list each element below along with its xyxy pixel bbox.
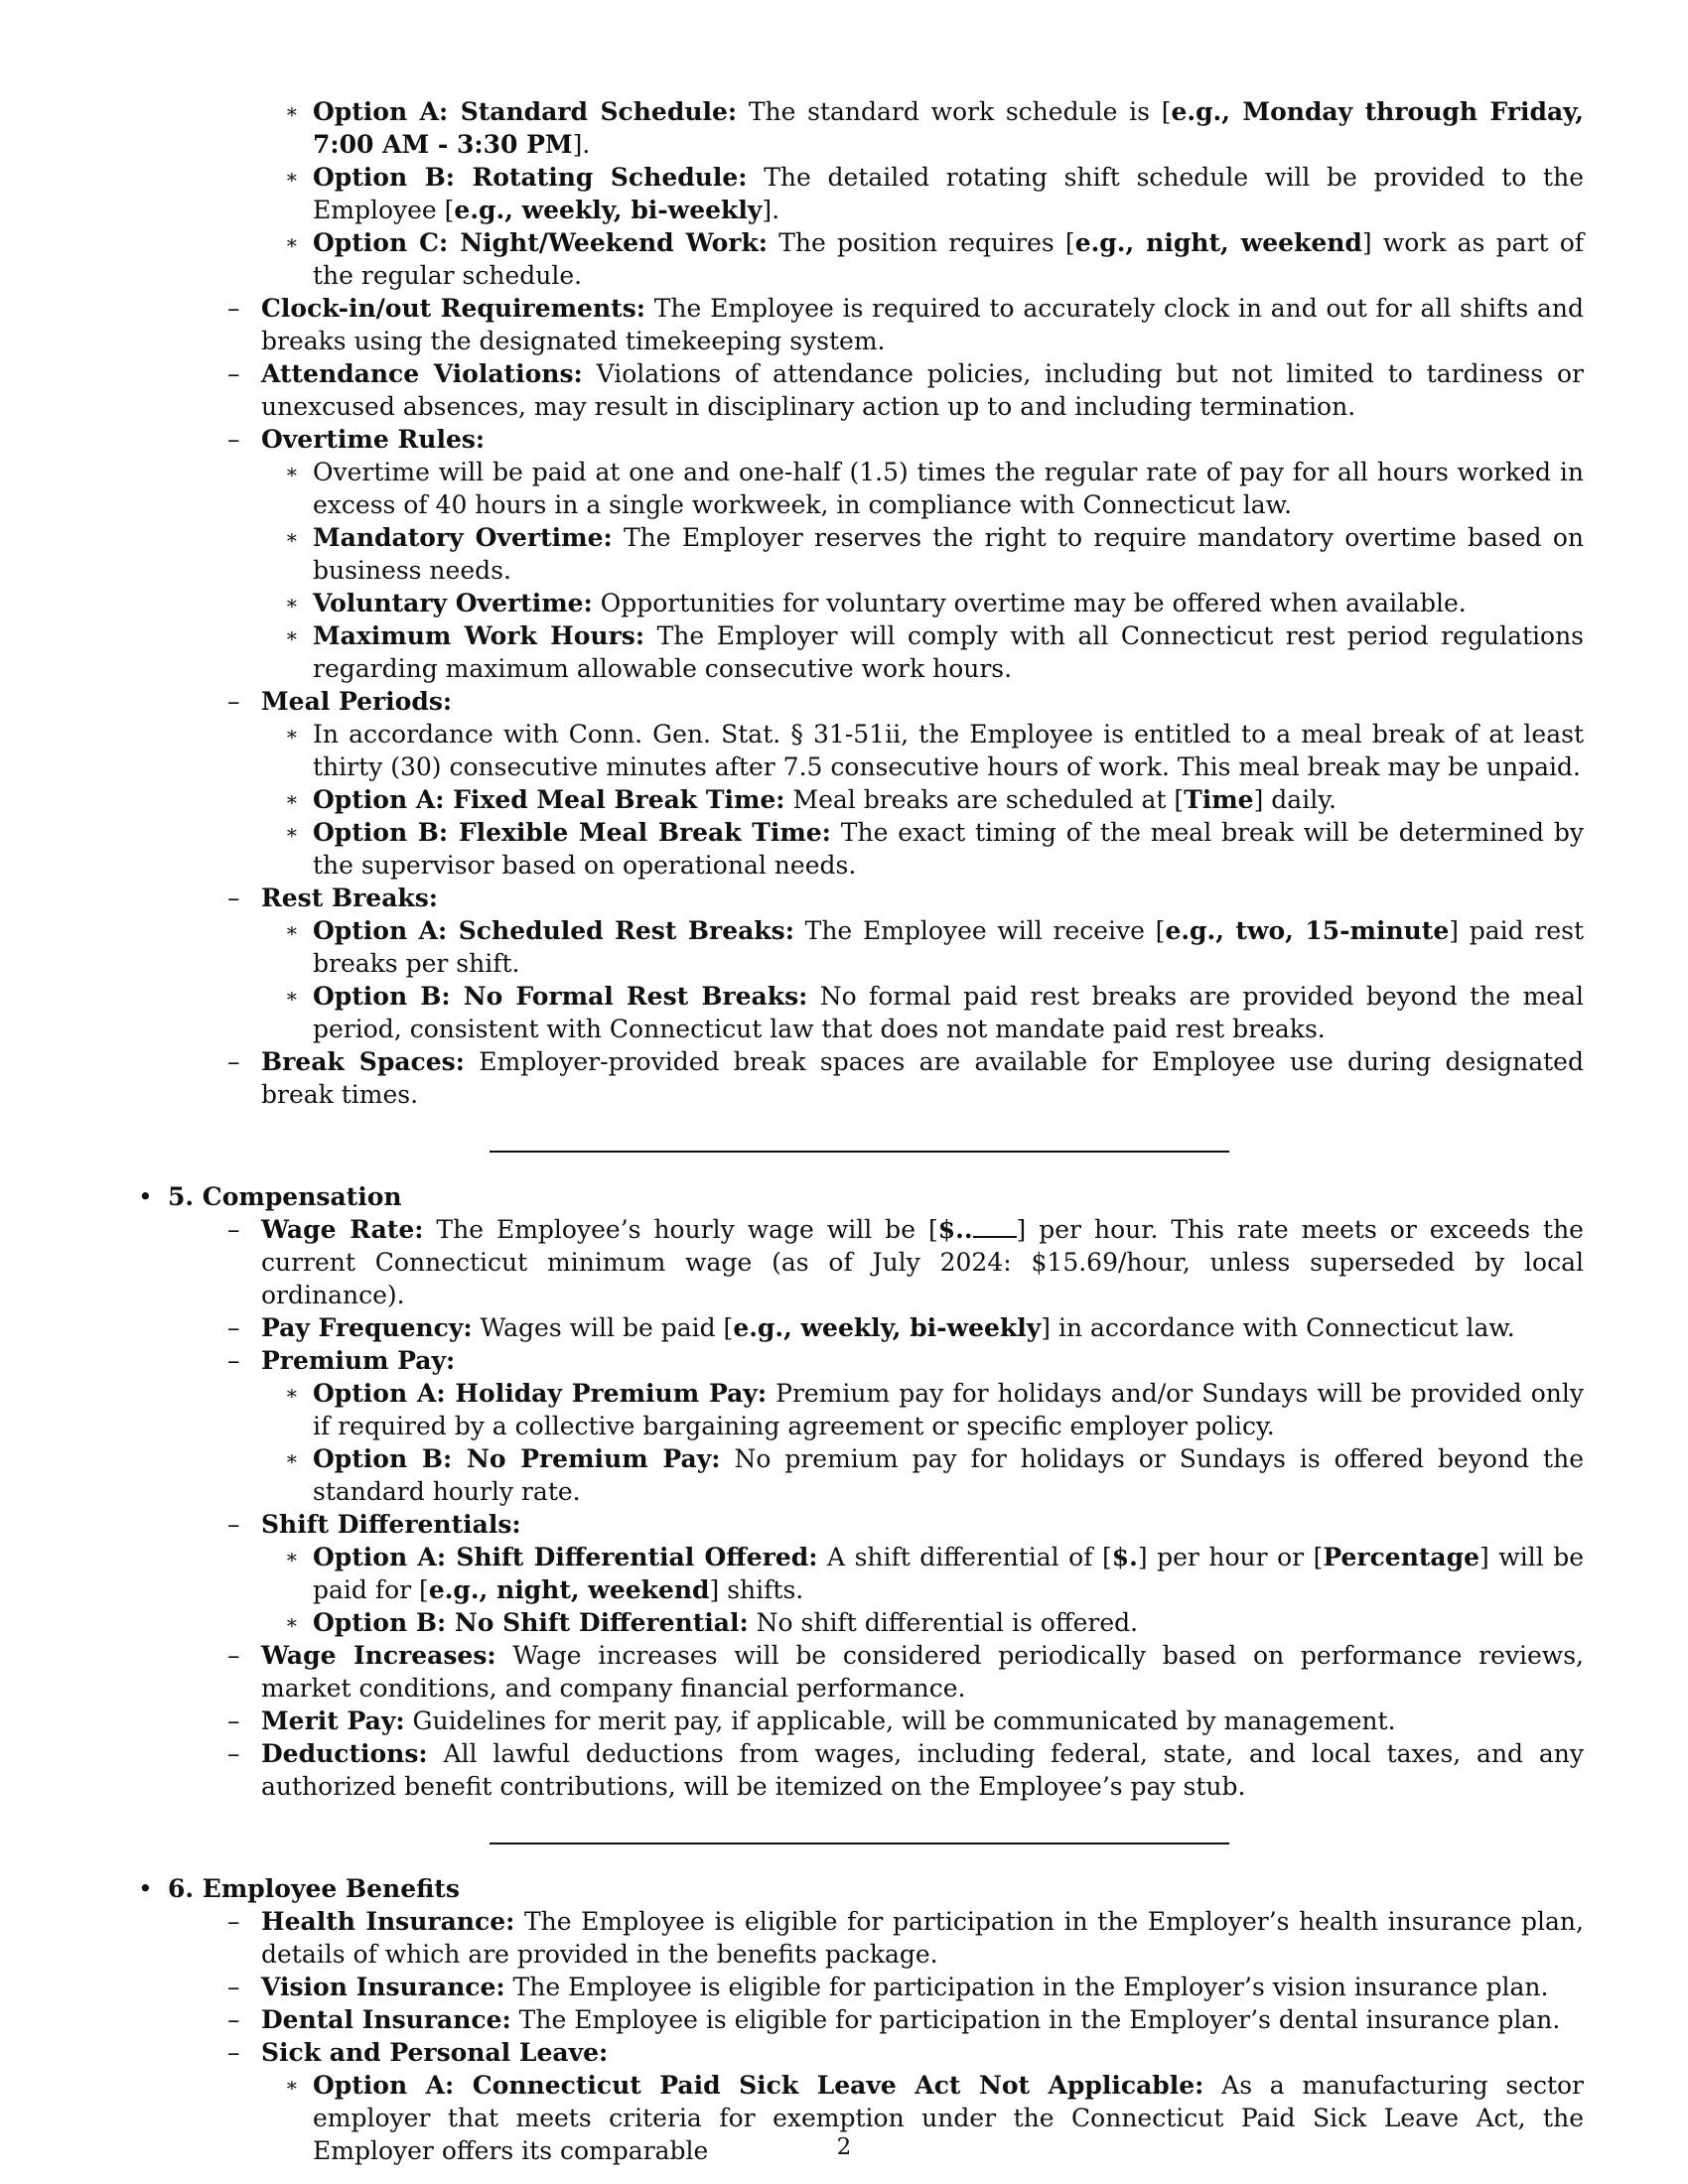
break-spaces-item: – Break Spaces: Employer-provided break spaces are available for Employee use during designated break times. [227,1047,1584,1109]
rest-breaks-item: – Rest Breaks: [227,884,439,912]
work-schedule-list [134,292,1584,1111]
shift-differentials-item: – Shift Differentials: [227,1510,521,1539]
shift-option-b: ∗ Option B: No Shift Differential: No shift differential is offered. [285,1608,1139,1637]
sick-leave-item: – Sick and Personal Leave: [227,2038,609,2067]
vision-insurance-item: – Vision Insurance: The Employee is eligible for participation in the Employer’s vision insurance plan. [227,1973,1549,2001]
document-page [134,95,1584,2167]
premium-pay-item: – Premium Pay: [227,1346,456,1375]
meal-option-a: ∗ Option A: Fixed Meal Break Time: Meal breaks are scheduled at [Time] daily. [285,785,1336,814]
rest-option-a: ∗ Option A: Scheduled Rest Breaks: The Employee will receive [e.g., two, 15-minute] paid rest breaks per shift. [285,916,1584,978]
deductions-item: – Deductions: All lawful deductions from wages, including federal, state, and local taxes, and any authorized benefit contributions, will be itemized on the Employee’s pay stub. [227,1739,1584,1801]
schedule-option-b: ∗ Option B: Rotating Schedule: The detailed rotating shift schedule will be provided to the Employee [e.g., weekly, bi-weekly]. [285,163,1584,224]
wage-blank-field [973,1214,1017,1238]
benefits-heading: • 6. Employee Benefits [138,1874,460,1903]
pay-frequency-item: – Pay Frequency: Wages will be paid [e.g., weekly, bi-weekly] in accordance with Connecticut law. [227,1313,1515,1342]
overtime-item: – Overtime Rules: [227,425,486,454]
section-divider [490,1151,1229,1153]
premium-option-b: ∗ Option B: No Premium Pay: No premium pay for holidays or Sundays is offered beyond the standard hourly rate. [285,1444,1584,1506]
clock-in-out-item: – Clock-in/out Requirements: The Employee is required to accurately clock in and out for all shifts and breaks using the designated timekeeping system. [227,294,1584,355]
rest-option-b: ∗ Option B: No Formal Rest Breaks: No formal paid rest breaks are provided beyond the meal period, consistent with Connecticut law that does not mandate paid rest breaks. [285,982,1584,1043]
mandatory-overtime: ∗ Mandatory Overtime: The Employer reserves the right to require mandatory overtime based on business needs. [285,523,1584,585]
maximum-work-hours: ∗ Maximum Work Hours: The Employer will comply with all Connecticut rest period regulations regarding maximum allowable consecutive work hours. [285,621,1585,683]
overtime-intro: ∗ Overtime will be paid at one and one-half (1.5) times the regular rate of pay for all hours worked in excess of 40 hours in a single workweek, in compliance with Connecticut law. [285,458,1584,519]
schedule-option-a: ∗ Option A: Standard Schedule: The standard work schedule is [e.g., Monday through Friday, 7:00 AM - 3:30 PM]. [285,97,1584,159]
compensation-heading: • 5. Compensation [138,1182,402,1211]
section-divider [490,1843,1229,1844]
wage-rate-item: – Wage Rate: The Employee’s hourly wage will be [$.. ] per hour. This rate meets or exceeds the current Connecticut minimum wage (as of July 2024: $15.69/hour, unless superseded by local ordinance). [227,1215,1584,1309]
compensation-section [134,1180,1584,1803]
health-insurance-item: – Health Insurance: The Employee is eligible for participation in the Employer’s health insurance plan, details of which are provided in the benefits package. [227,1907,1584,1969]
attendance-item: – Attendance Violations: Violations of attendance policies, including but not limited to tardiness or unexcused absences, may result in disciplinary action up to and including termination. [227,359,1584,421]
schedule-options-list [134,95,1584,292]
wage-increases-item: – Wage Increases: Wage increases will be considered periodically based on performance reviews, market conditions, and company financial performance. [227,1641,1584,1703]
meal-intro: ∗ In accordance with Conn. Gen. Stat. § 31-51ii, the Employee is entitled to a meal break of at least thirty (30) consecutive minutes after 7.5 consecutive hours of work. This meal break may be unpaid. [285,720,1584,781]
schedule-option-c: ∗ Option C: Night/Weekend Work: The position requires [e.g., night, weekend] work as part of the regular schedule. [285,228,1584,290]
shift-option-a: ∗ Option A: Shift Differential Offered: A shift differential of [$.] per hour or [Percentage] will be paid for [e.g., night, weekend] shifts. [285,1543,1584,1604]
merit-pay-item: – Merit Pay: Guidelines for merit pay, if applicable, will be communicated by management. [227,1706,1396,1735]
voluntary-overtime: ∗ Voluntary Overtime: Opportunities for voluntary overtime may be offered when available. [285,589,1467,617]
dental-insurance-item: – Dental Insurance: The Employee is eligible for participation in the Employer’s dental insurance plan. [227,2005,1561,2034]
meal-option-b: ∗ Option B: Flexible Meal Break Time: The exact timing of the meal break will be determined by the supervisor based on operational needs. [285,818,1584,880]
benefits-section [134,1872,1584,2167]
meal-periods-item: – Meal Periods: [227,687,453,716]
sick-leave-option-a: ∗ Option A: Connecticut Paid Sick Leave Act Not Applicable: As a manufacturing sector employer that meets criteria for exemption under the Connecticut Paid Sick Leave Act, the Employer offers its comparable [285,2071,1585,2165]
premium-option-a: ∗ Option A: Holiday Premium Pay: Premium pay for holidays and/or Sundays will be provided only if required by a collective bargaining agreement or specific employer policy. [285,1379,1584,1440]
page-number: 2 [836,2134,852,2160]
